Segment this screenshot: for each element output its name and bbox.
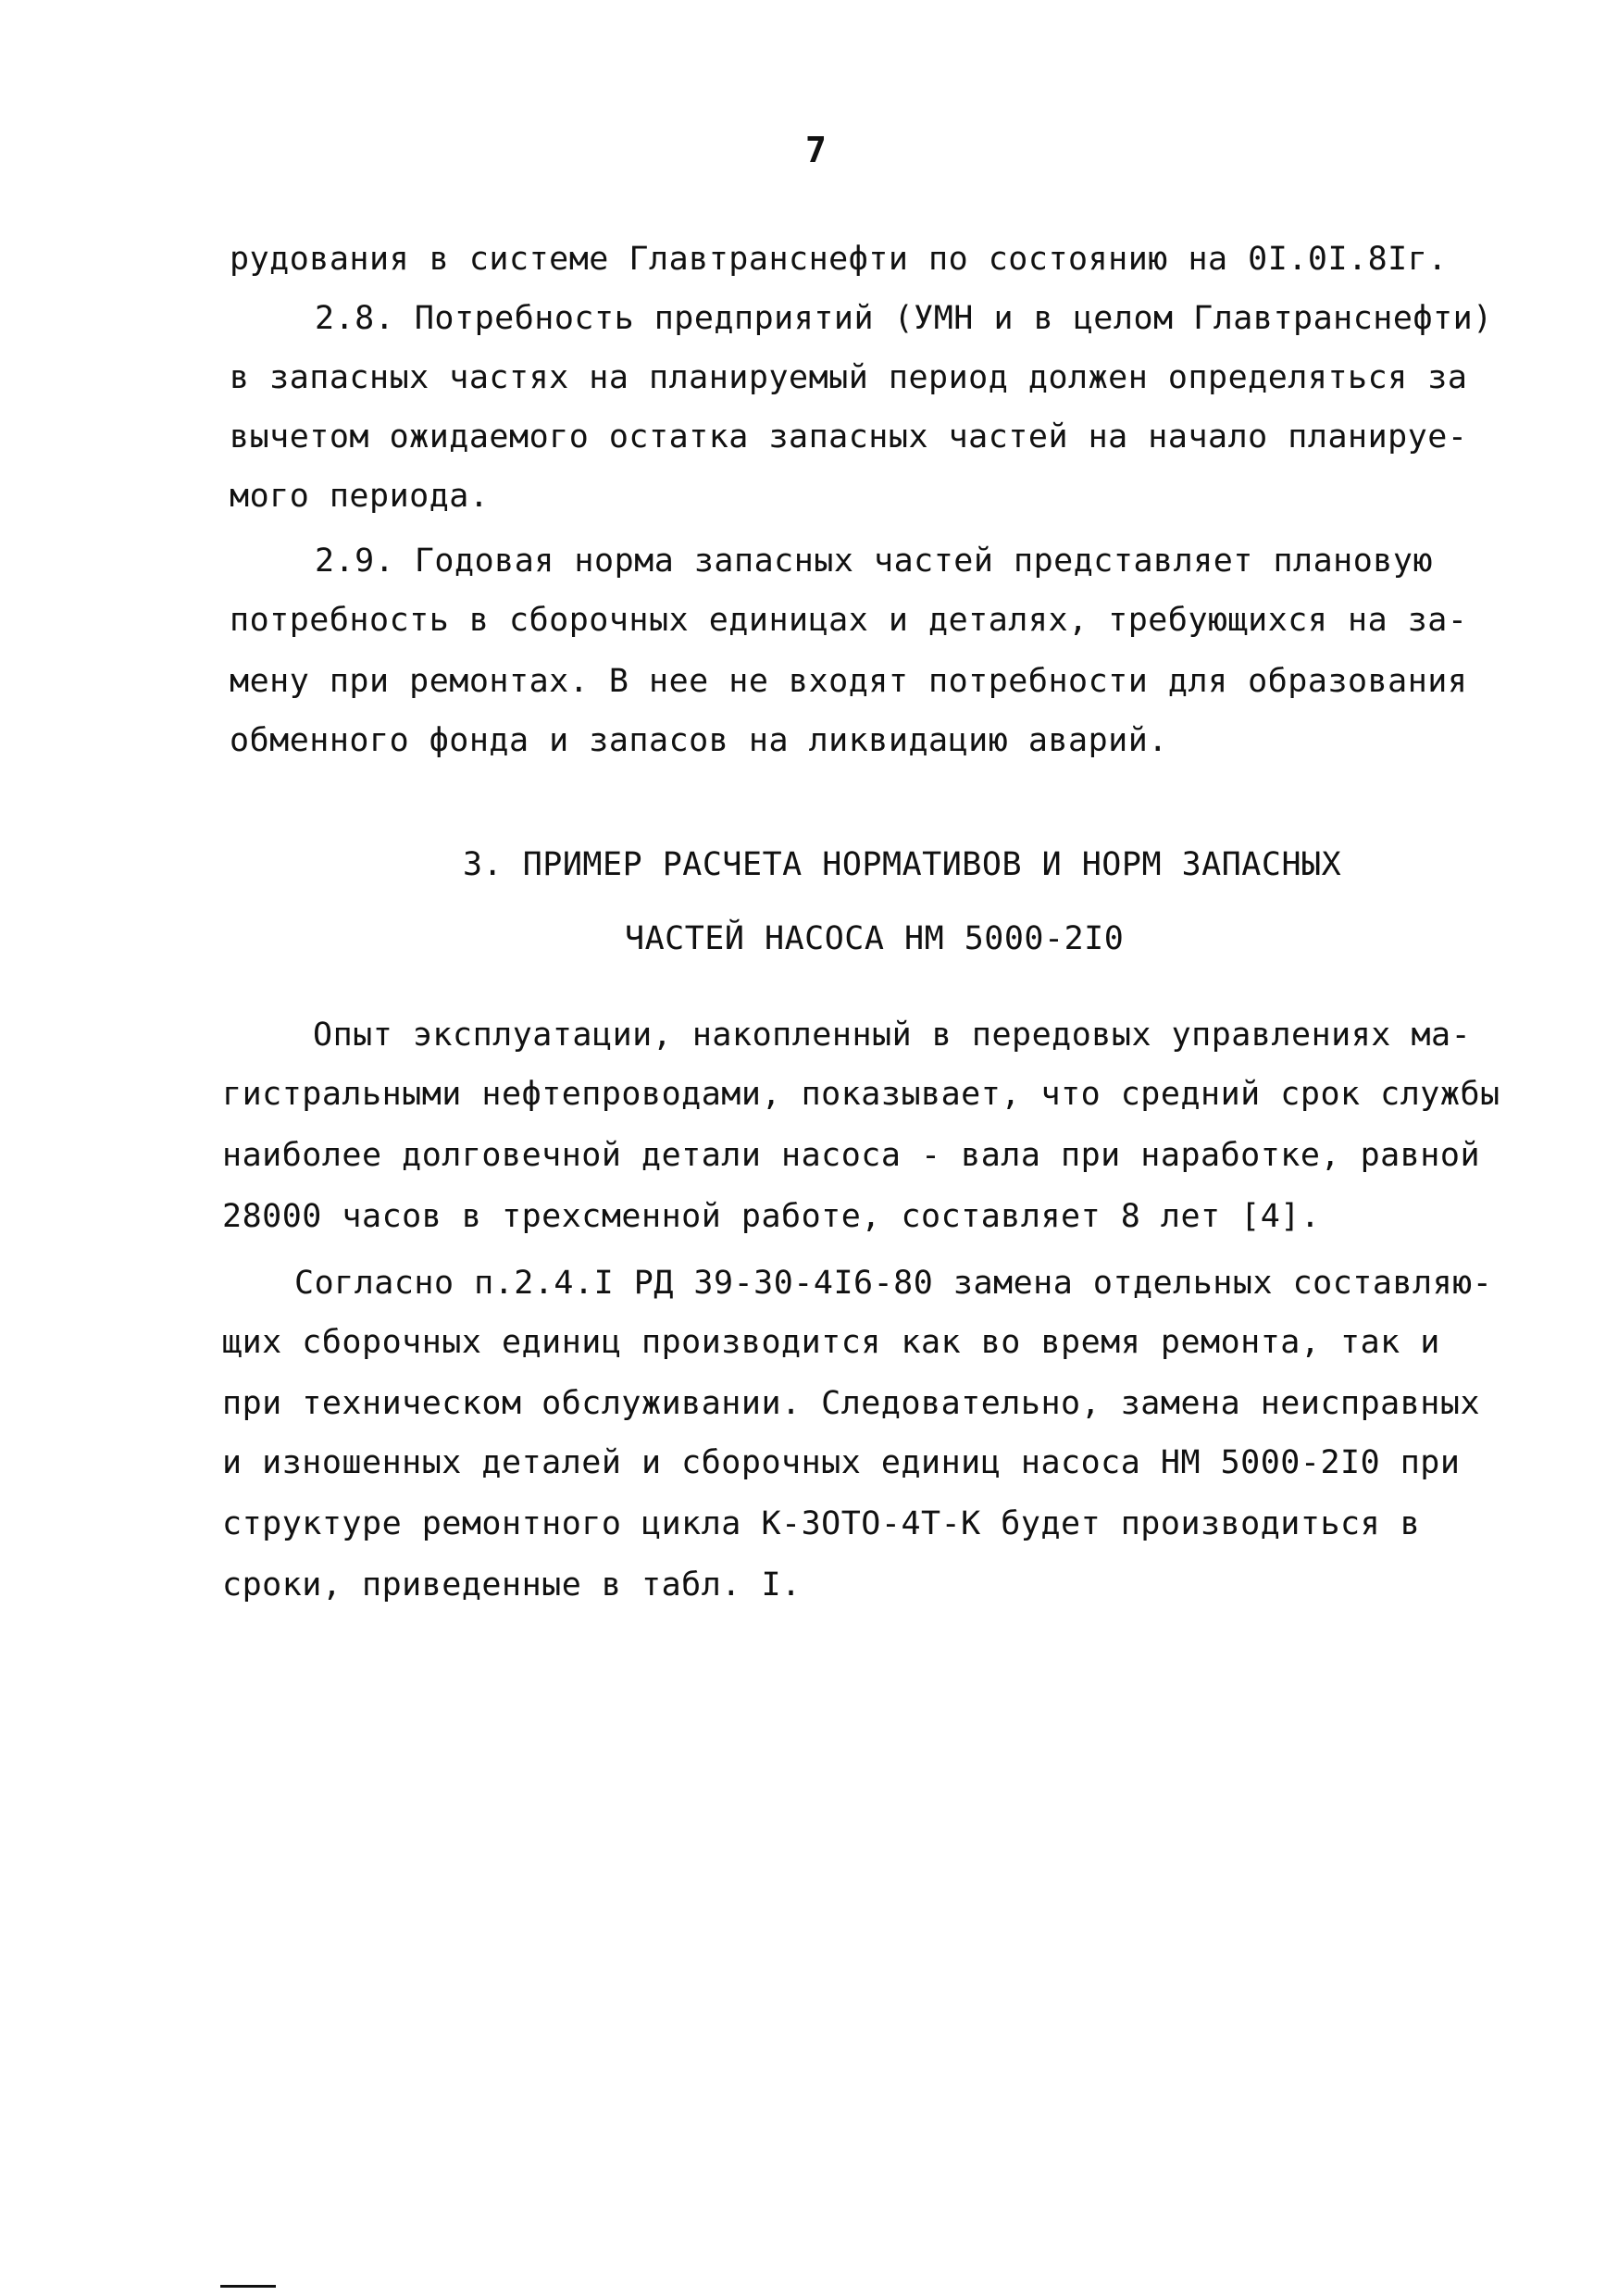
text-line: вычетом ожидаемого остатка запасных частей на начало планируе- bbox=[230, 418, 1468, 455]
text-line: гистральными нефтепроводами, показывает, что средний срок службы bbox=[222, 1076, 1500, 1113]
text-line: при техническом обслуживании. Следовательно, замена неисправных bbox=[222, 1385, 1481, 1422]
text-line: Опыт эксплуатации, накопленный в передовых управлениях ма- bbox=[313, 1017, 1472, 1054]
text-line: 2.8. Потребность предприятий (УМН и в целом Главтранснефти) bbox=[315, 300, 1493, 337]
text-line: рудования в системе Главтранснефти по состоянию на 0I.0I.8Iг. bbox=[230, 241, 1448, 278]
text-line: мого периода. bbox=[230, 478, 490, 515]
footer-rule bbox=[220, 2285, 276, 2288]
text-line: сроки, приведенные в табл. I. bbox=[222, 1566, 802, 1603]
text-line: мену при ремонтах. В нее не входят потребности для образования bbox=[230, 663, 1468, 700]
text-line: Согласно п.2.4.I РД 39-30-4I6-80 замена отдельных составляю- bbox=[294, 1265, 1493, 1302]
section-heading-line-2: ЧАСТЕЙ НАСОСА НМ 5000-2I0 bbox=[625, 920, 1125, 957]
text-line: обменного фонда и запасов на ликвидацию аварий. bbox=[230, 722, 1168, 759]
text-line: 28000 часов в трехсменной работе, составляет 8 лет [4]. bbox=[222, 1198, 1321, 1235]
text-line: наиболее долговечной детали насоса - вала при наработке, равной bbox=[222, 1137, 1481, 1174]
text-line: структуре ремонтного цикла К-3ОТО-4Т-К будет производиться в bbox=[222, 1505, 1421, 1542]
text-line: потребность в сборочных единицах и деталях, требующихся на за- bbox=[230, 602, 1468, 639]
section-heading-line-1: 3. ПРИМЕР РАСЧЕТА НОРМАТИВОВ И НОРМ ЗАПАСНЫХ bbox=[463, 846, 1342, 883]
page-number: 7 bbox=[805, 130, 828, 170]
text-line: в запасных частях на планируемый период должен определяться за bbox=[230, 359, 1468, 396]
text-line: 2.9. Годовая норма запасных частей представляет плановую bbox=[315, 543, 1434, 580]
text-line: щих сборочных единиц производится как во время ремонта, так и bbox=[222, 1324, 1440, 1361]
text-line: и изношенных деталей и сборочных единиц насоса НМ 5000-2I0 при bbox=[222, 1444, 1461, 1481]
